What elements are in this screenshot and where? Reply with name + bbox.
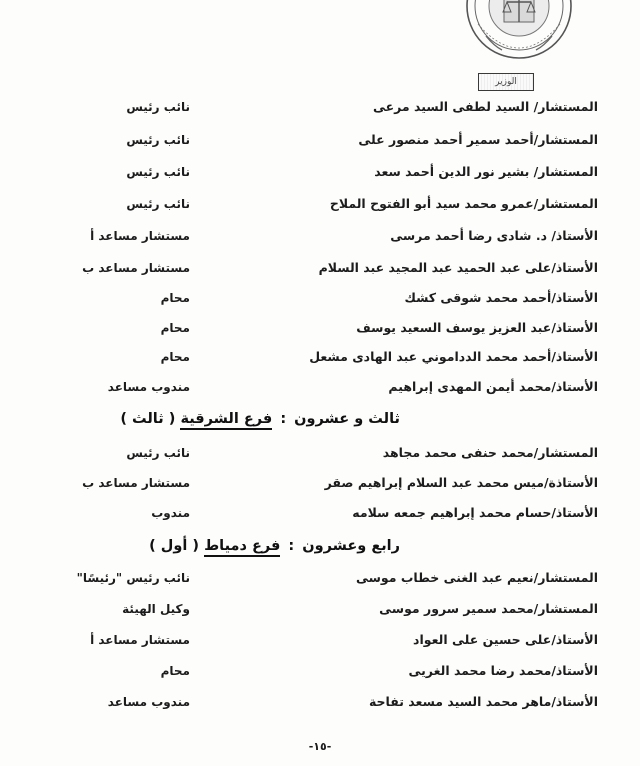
member-name: الأستاذ/أحمد محمد الدداموني عبد الهادى مشعل <box>309 349 598 364</box>
list-item <box>0 193 640 215</box>
list-item <box>0 287 640 309</box>
member-name: المستشار/عمرو محمد سيد أبو الفتوح الملاح <box>329 196 598 211</box>
member-name: الأستاذ/أحمد محمد شوقى كشك <box>404 290 598 305</box>
section-heading: ثالث و عشرون:فرع الشرقية ( ثالث ) <box>120 406 400 432</box>
section-number: رابع وعشرون <box>302 538 400 554</box>
member-role: مستشار مساعد أ <box>90 229 190 243</box>
member-role: مندوب مساعد <box>107 695 190 709</box>
member-name: الأستاذ/عبد العزيز يوسف السعيد يوسف <box>356 320 598 335</box>
list-item <box>0 376 640 398</box>
list-item <box>0 96 640 118</box>
member-role: محام <box>160 350 190 364</box>
list-item <box>0 129 640 151</box>
member-name: الأستاذ/محمد رضا محمد الغريى <box>408 663 598 678</box>
member-role: نائب رئيس <box>126 100 190 114</box>
page-number: -١٥- <box>308 740 332 753</box>
list-item <box>0 346 640 368</box>
member-name: الأستاذة/ميس محمد عبد السلام إبراهيم صقر <box>324 475 598 490</box>
member-role: محام <box>160 321 190 335</box>
member-role: مندوب <box>151 506 190 520</box>
section-branch: فرع الشرقية <box>180 411 272 430</box>
member-role: مندوب مساعد <box>107 380 190 394</box>
member-role: نائب رئيس "رئيسًا" <box>76 571 190 585</box>
list-item <box>0 598 640 620</box>
ministry-seal-icon <box>464 0 574 60</box>
member-name: الأستاذ/ د. شادى رضا أحمد مرسى <box>390 228 598 243</box>
list-item <box>0 257 640 279</box>
member-role: محام <box>160 664 190 678</box>
member-role: مستشار مساعد أ <box>90 633 190 647</box>
list-item <box>0 317 640 339</box>
member-role: مستشار مساعد ب <box>82 476 190 490</box>
list-item <box>0 660 640 682</box>
section-order: ( ثالث ) <box>120 411 176 427</box>
member-name: الأستاذ/على حسين على العواد <box>413 632 598 647</box>
member-name: المستشار/نعيم عبد الغنى خطاب موسى <box>355 570 598 585</box>
member-name: الأستاذ/حسام محمد إبراهيم جمعه سلامه <box>352 505 598 520</box>
list-item <box>0 161 640 183</box>
member-name: الأستاذ/على عبد الحميد عبد المجيد عبد السلام <box>318 260 598 275</box>
list-item <box>0 442 640 464</box>
member-role: نائب رئيس <box>126 446 190 460</box>
member-name: المستشار/ بشير نور الدين أحمد سعد <box>374 164 598 179</box>
member-name: الأستاذ/ماهر محمد السيد مسعد تفاحة <box>368 694 598 709</box>
section-order: ( أول ) <box>149 538 199 554</box>
member-role: نائب رئيس <box>126 165 190 179</box>
list-item <box>0 225 640 247</box>
member-name: المستشار/محمد سمير سرور موسى <box>379 601 598 616</box>
minister-label-box <box>478 73 534 91</box>
member-name: الأستاذ/محمد أيمن المهدى إبراهيم <box>388 379 598 394</box>
list-item <box>0 472 640 494</box>
member-role: مستشار مساعد ب <box>82 261 190 275</box>
member-role: محام <box>160 291 190 305</box>
member-name: المستشار/أحمد سمير أحمد منصور على <box>358 132 598 147</box>
list-item <box>0 691 640 713</box>
member-role: وكيل الهيئة <box>122 602 190 616</box>
member-name: المستشار/محمد حنفى محمد مجاهد <box>382 445 598 460</box>
minister-label: الوزير <box>495 77 517 87</box>
list-item <box>0 567 640 589</box>
list-item <box>0 629 640 651</box>
member-role: نائب رئيس <box>126 197 190 211</box>
member-name: المستشار/ السيد لطفى السيد مرعى <box>372 99 598 114</box>
section-heading: رابع وعشرون:فرع دمياط ( أول ) <box>149 533 400 559</box>
section-number: ثالث و عشرون <box>294 411 400 427</box>
section-branch: فرع دمياط <box>204 538 280 557</box>
member-role: نائب رئيس <box>126 133 190 147</box>
list-item <box>0 502 640 524</box>
